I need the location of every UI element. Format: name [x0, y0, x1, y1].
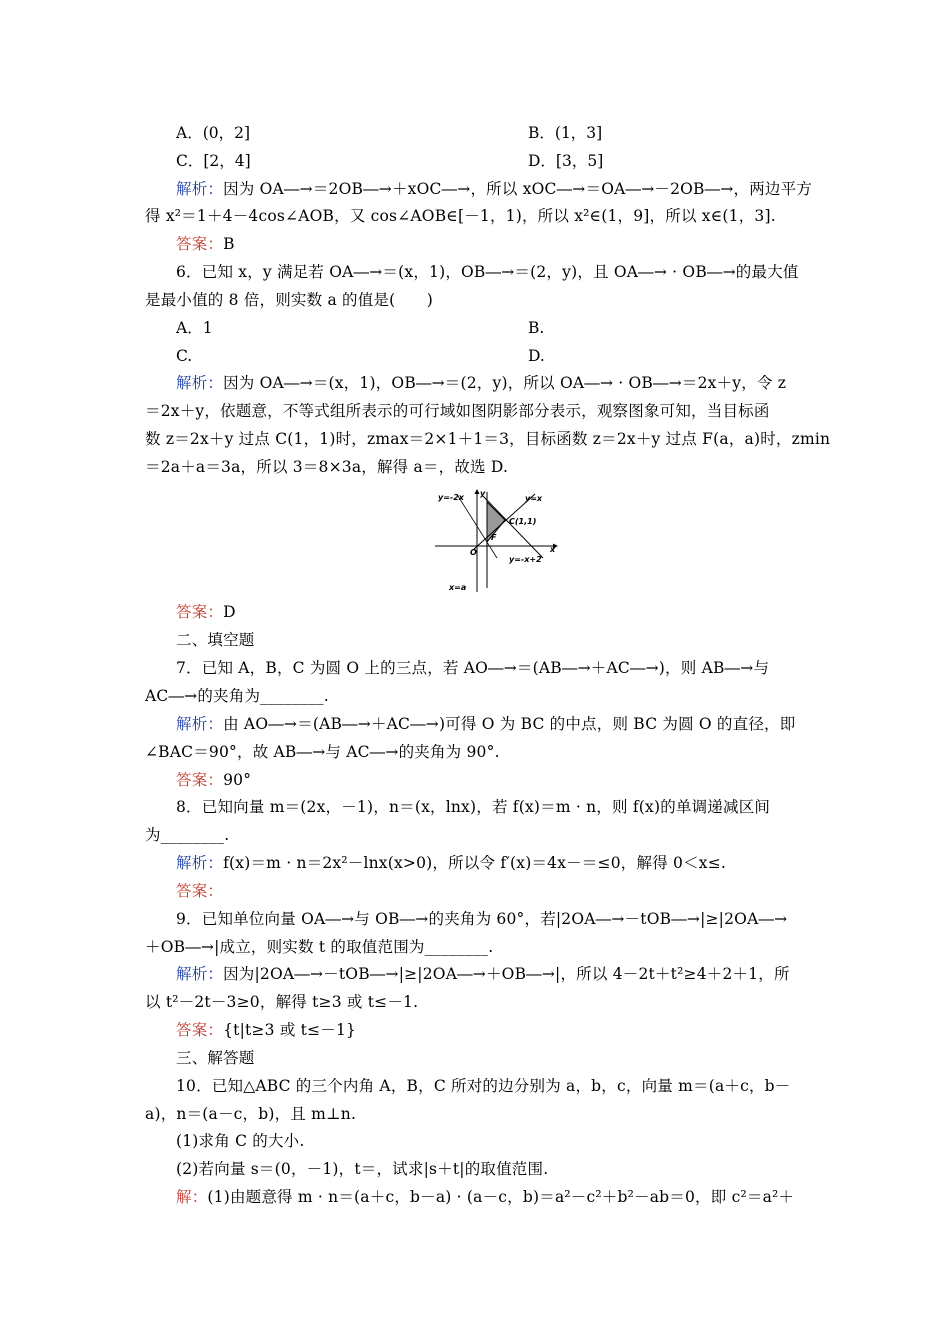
q5-option-d: D．[3，5] [528, 152, 604, 170]
q9-answer [176, 1020, 356, 1040]
q5-answer [176, 234, 235, 254]
q10-question-line2: a)，n＝(a－c，b)，且 m⊥n. [145, 1105, 357, 1123]
solution-label: 解析： [176, 180, 224, 198]
feasible-region-figure [425, 488, 560, 596]
q6-option-b: B. [528, 319, 545, 337]
q6-solution-line4: ＝2a＋a＝3a，所以 3＝8×3a，解得 a＝，故选 D. [145, 458, 509, 476]
q6-solution-text: 因为 OA―→＝(x，1)，OB―→＝(2，y)，所以 OA―→ · OB―→＝2x＋y，令 z [223, 374, 787, 392]
q6-solution-line3: 数 z＝2x＋y 过点 C(1，1)时，zmax＝2×1＋1＝3，目标函数 z＝2x＋y 过点 F(a，a)时，zmin [145, 430, 831, 448]
q5-option-c: C．[2，4] [176, 152, 251, 170]
q5-solution-line1 [176, 179, 812, 199]
q10-part2: (2)若向量 s＝(0，－1)，t＝，试求|s＋t|的取值范围. [176, 1160, 549, 1178]
q7-answer [176, 770, 251, 790]
q5-solution-line2: 得 x²＝1＋4－4cos∠AOB，又 cos∠AOB∈[－1，1)，所以 x²∈(1，9]，所以 x∈(1，3]. [145, 207, 776, 225]
q10-question-line1: 10．已知△ABC 的三个内角 A，B，C 所对的边分别为 a，b，c，向量 m＝(a＋c，b－ [176, 1077, 791, 1095]
solution-label: 解析： [176, 715, 224, 733]
answer-label: 答案： [176, 882, 224, 900]
label-y-eq-minus-x-plus-2: y=-x+2 [509, 555, 542, 564]
answer-label: 答案： [176, 603, 224, 621]
q7-solution-line1 [176, 714, 795, 734]
q10-solution-line1 [176, 1187, 794, 1207]
q6-option-a: A．1 [176, 319, 213, 337]
label-point-f: F [491, 533, 497, 542]
q6-question-line1: 6．已知 x，y 满足若 OA―→＝(x，1)，OB―→＝(2，y)，且 OA―→ · OB―→的最大值 [176, 263, 799, 281]
q5-solution-text: 因为 OA―→＝2OB―→＋xOC―→，所以 xOC―→＝OA―→－2OB―→，两边平方 [223, 180, 813, 198]
answer-label: 答案： [176, 771, 224, 789]
section-fill-in-heading: 二、填空题 [176, 631, 255, 649]
answer-label: 答案： [176, 1021, 224, 1039]
label-y-eq-x: y=x [525, 494, 543, 503]
q6-question-line2: 是最小值的 8 倍，则实数 a 的值是( ) [145, 291, 434, 309]
q9-answer-value: {t|t≥3 或 t≤－1} [223, 1021, 357, 1039]
q6-solution-line2: ＝2x＋y，依题意，不等式组所表示的可行域如图阴影部分表示，观察图象可知，当目标函 [145, 402, 770, 420]
q5-answer-value: B [223, 235, 235, 253]
q10-solution-text: (1)由题意得 m · n＝(a＋c，b－a) · (a－c，b)＝a²－c²＋b²－ab＝0，即 c²＝a²＋ [207, 1188, 795, 1206]
q10-part1: (1)求角 C 的大小. [176, 1132, 305, 1150]
label-origin: O [470, 548, 477, 557]
label-point-c: C(1,1) [509, 517, 537, 526]
label-x-axis: x [550, 545, 556, 554]
q9-solution-line2: 以 t²－2t－3≥0，解得 t≥3 或 t≤－1. [145, 993, 419, 1011]
q8-question-line2: 为________. [145, 826, 230, 844]
label-y-eq-minus-2x: y=-2x [438, 493, 464, 502]
solution-label: 解析： [176, 965, 224, 983]
q7-solution-line2: ∠BAC＝90°，故 AB―→与 AC―→的夹角为 90°. [145, 743, 500, 761]
q7-solution-text: 由 AO―→＝(AB―→＋AC―→)可得 O 为 BC 的中点，则 BC 为圆 O 的直径，即 [223, 715, 796, 733]
solution-label: 解： [176, 1188, 208, 1206]
q7-question-line1: 7．已知 A，B，C 为圆 O 上的三点，若 AO―→＝(AB―→＋AC―→)，则 AB―→与 [176, 659, 770, 677]
q9-solution-line1 [176, 964, 790, 984]
q8-question-line1: 8．已知向量 m＝(2x，－1)，n＝(x，lnx)，若 f(x)＝m · n，则 f(x)的单调递减区间 [176, 798, 771, 816]
q6-option-d: D. [528, 347, 545, 365]
y-axis-arrow [475, 489, 480, 494]
q9-question-line2: ＋OB―→|成立，则实数 t 的取值范围为________. [145, 938, 494, 956]
q6-answer-value: D [223, 603, 236, 621]
q7-question-line2: AC―→的夹角为________. [145, 687, 329, 705]
solution-label: 解析： [176, 854, 224, 872]
q8-solution-text: f(x)＝m · n＝2x²－lnx(x>0)，所以令 f′(x)＝4x－＝≤0，解得 0＜x≤. [223, 854, 727, 872]
q6-solution-line1 [176, 373, 786, 393]
q5-option-a: A．(0，2] [176, 124, 251, 142]
q9-solution-text: 因为|2OA―→－tOB―→|≥|2OA―→＋OB―→|，所以 4－2t＋t²≥4＋2＋1，所 [223, 965, 790, 983]
q9-question-line1: 9．已知单位向量 OA―→与 OB―→的夹角为 60°，若|2OA―→－tOB―→|≥|2OA―→ [176, 910, 788, 928]
label-x-eq-a: x=a [449, 583, 467, 592]
q8-solution-line1 [176, 853, 726, 873]
label-y-axis: y [480, 489, 486, 498]
solution-label: 解析： [176, 374, 224, 392]
q5-option-b: B．(1，3] [528, 124, 603, 142]
answer-label: 答案： [176, 235, 224, 253]
q7-answer-value: 90° [223, 771, 252, 789]
section-solve-heading: 三、解答题 [176, 1049, 255, 1067]
q8-answer [176, 881, 223, 901]
q6-answer [176, 602, 236, 622]
q6-option-c: C. [176, 347, 193, 365]
